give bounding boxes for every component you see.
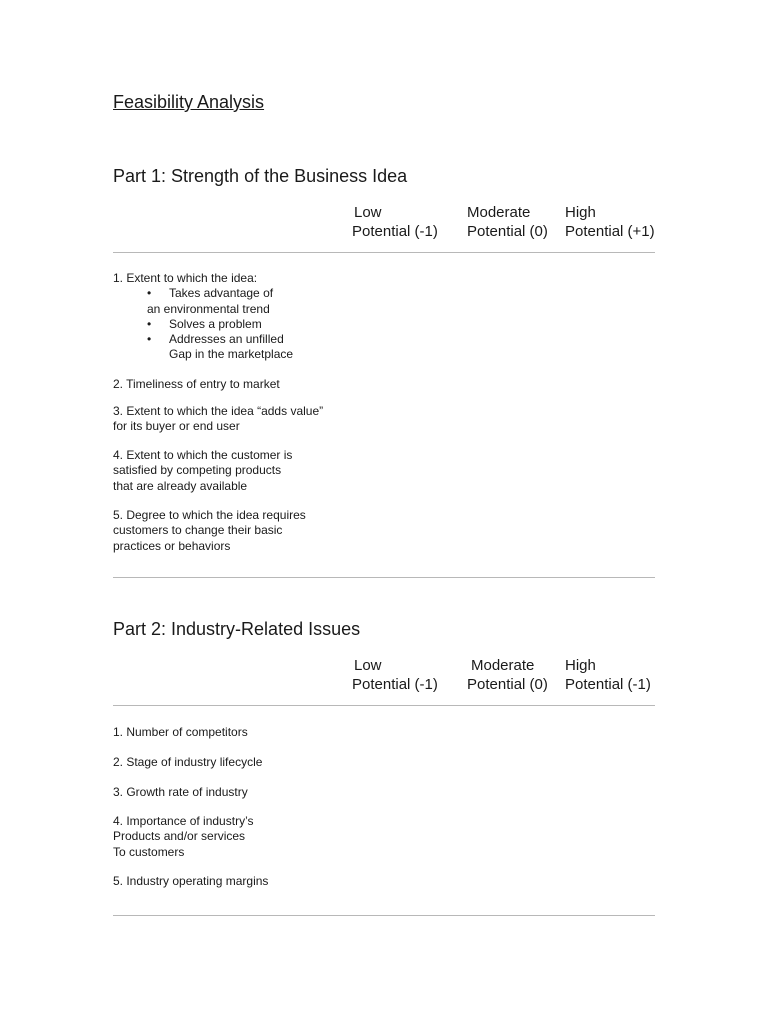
- part2-item-3-text: 3. Growth rate of industry: [113, 785, 248, 799]
- part2-heading: Part 2: Industry-Related Issues: [113, 619, 361, 639]
- part2-item-5: [113, 874, 268, 889]
- part1-item-4: [113, 448, 292, 494]
- part2-bottom-divider: [113, 915, 655, 916]
- part1-col-moderate-line2: Potential (0): [467, 223, 548, 240]
- part2-item-1-text: 1. Number of competitors: [113, 725, 248, 739]
- part2-item-4: [113, 814, 254, 860]
- bullet-continuation: Gap in the marketplace: [169, 347, 294, 362]
- part1-item-5-line3: practices or behaviors: [113, 538, 231, 553]
- part1-col-low-line1: Low: [354, 204, 382, 221]
- part1-item-2: [113, 377, 280, 392]
- part1-item-3-line2: for its buyer or end user: [113, 419, 240, 434]
- part1-item-2-text: 2. Timeliness of entry to market: [113, 377, 280, 391]
- bullet-continuation: an environmental trend: [147, 301, 270, 316]
- part2-item-3: [113, 785, 248, 800]
- part2-item-1: [113, 725, 248, 740]
- part1-col-high-line1: High: [565, 204, 596, 221]
- bullet-text: Addresses an unfilled: [169, 332, 284, 347]
- part2-col-moderate-line1: Moderate: [471, 657, 535, 674]
- part2-item-2-text: 2. Stage of industry lifecycle: [113, 755, 263, 769]
- part1-col-low: [352, 203, 438, 241]
- part2-item-4-line1: 4. Importance of industry’s: [113, 814, 254, 828]
- part2-col-high-line2: Potential (-1): [565, 676, 651, 693]
- list-item: [113, 317, 293, 332]
- part1-col-high: [565, 203, 655, 241]
- part2-col-moderate: [467, 656, 548, 694]
- part2-col-high-line1: High: [565, 657, 596, 674]
- part1-col-moderate: [467, 203, 548, 241]
- part2-item-4-line2: Products and/or services: [113, 829, 246, 844]
- part1-item-4-line3: that are already available: [113, 478, 248, 493]
- part2-col-low: [352, 656, 438, 694]
- part1-item-3: [113, 404, 323, 435]
- part1-header-divider: [113, 252, 655, 253]
- part2-col-high: [565, 656, 651, 694]
- part1-item-1-intro: 1. Extent to which the idea:: [113, 271, 258, 285]
- list-item: [113, 332, 293, 347]
- bullet-icon: •: [147, 286, 152, 301]
- part1-item-1-bullets: [113, 286, 293, 301]
- document-title: Feasibility Analysis: [113, 92, 265, 112]
- part1-item-4-line1: 4. Extent to which the customer is: [113, 448, 293, 462]
- part1-item-3-line1: 3. Extent to which the idea “adds value”: [113, 404, 324, 418]
- part2-item-4-line3: To customers: [113, 844, 185, 859]
- part1-item-5: [113, 508, 306, 554]
- part2-item-5-text: 5. Industry operating margins: [113, 874, 269, 888]
- part2-col-moderate-line2: Potential (0): [467, 676, 548, 693]
- part2-col-low-line1: Low: [354, 657, 382, 674]
- part2-header-divider: [113, 705, 655, 706]
- part1-bottom-divider: [113, 577, 655, 578]
- part1-item-5-line1: 5. Degree to which the idea requires: [113, 508, 306, 522]
- bullet-icon: •: [147, 316, 152, 331]
- part1-col-moderate-line1: Moderate: [467, 204, 531, 221]
- bullet-text: Takes advantage of: [169, 286, 274, 301]
- part1-col-low-line2: Potential (-1): [352, 223, 438, 240]
- bullet-text: Solves a problem: [169, 316, 262, 331]
- part1-item-1-bullets-2: [113, 317, 293, 348]
- part1-item-4-line2: satisfied by competing products: [113, 463, 282, 478]
- part1-item-1: [113, 271, 293, 363]
- part1-heading: Part 1: Strength of the Business Idea: [113, 166, 408, 186]
- part2-item-2: [113, 755, 262, 770]
- part2-col-low-line2: Potential (-1): [352, 676, 438, 693]
- part1-item-5-line2: customers to change their basic: [113, 523, 283, 538]
- list-item: [113, 286, 293, 301]
- bullet-icon: •: [147, 332, 152, 347]
- part1-col-high-line2: Potential (+1): [565, 223, 655, 240]
